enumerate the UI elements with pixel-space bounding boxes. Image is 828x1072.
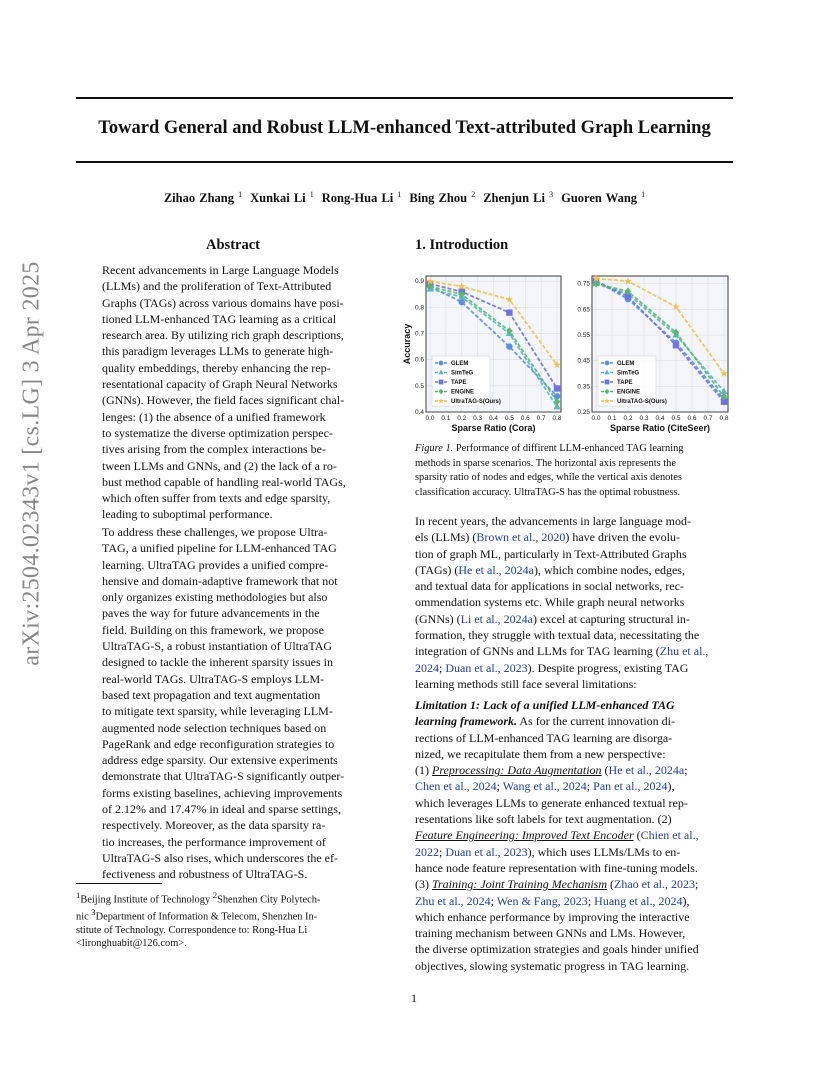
text-line: to systematize the diverse optimization perspec-	[102, 425, 333, 440]
text-line: bust method capable of handling real-world TAGs,	[102, 474, 346, 489]
text-line: UltraTAG-S, a robust instantiation of UltraTAG	[102, 639, 333, 654]
text-line: (3) Training: Joint Training Mechanism (Zhao et al., 2023;	[415, 877, 699, 892]
text-line: els (LLMs) (Brown et al., 2020) have driven the evolu-	[415, 530, 680, 545]
text-line: To address these challenges, we propose Ultra-	[102, 525, 328, 539]
text-line: hensive and domain-adaptive framework that not	[102, 573, 338, 588]
text-line: resentations like soft labels for text augmentation. (2)	[415, 812, 672, 827]
text-line: Recent advancements in Large Language Models	[102, 263, 339, 277]
figure-caption-line: methods in sparse scenarios. The horizontal axis represents the	[415, 457, 676, 469]
figure-caption-label: Figure 1.	[415, 443, 454, 454]
text-line: paves the way for future advancements in the	[102, 606, 320, 621]
text-line: which often suffer from texts and edge sparsity,	[102, 491, 331, 506]
data-point	[506, 343, 512, 349]
citation-link[interactable]: Chien et al.,	[640, 828, 699, 843]
text-line: PageRank and edge reconfiguration strategies to	[102, 736, 335, 751]
text-line: respectively. Moreover, as the data sparsity ra-	[102, 818, 326, 833]
text-line: the diverse optimization strategies and goals hinder unified	[415, 942, 699, 957]
figure-caption-line: Performance of diffirent LLM-enhanced TAG learning	[453, 443, 684, 454]
text-line: to mitigate text sparsity, while leveraging LLM-	[102, 704, 333, 719]
footnote-aff-3: Department of Information & Telecom, Shenzhen In-	[95, 911, 318, 923]
x-tick-label: 0.0	[591, 415, 601, 422]
x-axis-label: Sparse Ratio (CiteSeer)	[609, 423, 711, 433]
x-tick-label: 0.1	[441, 415, 451, 422]
y-tick-label: 0.65	[577, 306, 590, 314]
text-line: forms existing baselines, achieving improvements	[102, 785, 343, 800]
footnote-aff-2: Shenzhen City Polytech-	[217, 894, 321, 906]
text-line: (TAGs) (He et al., 2024a), which combine nodes, edges,	[415, 562, 685, 577]
text-line: Zhu et al., 2024; Wen & Fang, 2023; Huang et al., 2024),	[415, 893, 690, 908]
y-tick-label: 0.7	[414, 330, 424, 338]
citation-link[interactable]: Zhu et al.,	[659, 644, 709, 659]
text-line: tion of graph ML, particularly in Text-Attributed Graphs	[415, 546, 687, 561]
text-line: only organizes existing methodologies but also	[102, 590, 328, 605]
legend-label: SimTeG	[617, 370, 640, 377]
legend-label: GLEM	[617, 361, 635, 367]
emphasis-text: Feature Engineering: Improved Text Encoder	[415, 828, 634, 843]
text-line: lenges: (1) the absence of a unified framework	[102, 409, 326, 424]
title-rule-bottom	[76, 161, 733, 163]
x-tick-label: 0.4	[488, 415, 499, 422]
citation-link[interactable]: He et al., 2024a	[608, 763, 685, 778]
y-tick-label: 0.6	[414, 356, 424, 364]
x-tick-label: 0.2	[457, 415, 467, 422]
x-tick-label: 0.8	[552, 415, 562, 422]
figure-1-caption	[415, 442, 733, 500]
text-line: 2024; Duan et al., 2023). Despite progress, existing TAG	[415, 660, 689, 675]
y-axis-label: Accuracy	[402, 323, 412, 365]
arxiv-identifier: arXiv:2504.02343v1 [cs.LG] 3 Apr 2025	[18, 261, 45, 666]
text-line: formation, they struggle with textual data, necessitating the	[415, 628, 700, 643]
y-tick-label: 0.55	[577, 332, 590, 340]
author: Bing Zhou $^2$	[409, 190, 476, 206]
data-point	[673, 342, 679, 348]
author: Zhenjun Li $^3$	[483, 190, 554, 206]
citation-link[interactable]: Pan et al., 2024	[593, 779, 668, 794]
abstract-heading: Abstract	[206, 237, 260, 253]
bold-heading-text: learning framework.	[415, 714, 518, 729]
x-tick-label: 0.5	[504, 415, 514, 422]
text-line: nized, we recapitulate them from a new perspective:	[415, 746, 666, 761]
text-line: (LLMs) and the proliferation of Text-Attributed	[102, 279, 332, 294]
emphasis-text: Preprocessing: Data Augmentation	[432, 763, 602, 778]
data-point	[506, 309, 512, 315]
text-line: (GNNs) (Li et al., 2024a) excel at capturing structural in-	[415, 611, 690, 626]
y-tick-label: 0.75	[577, 280, 590, 288]
text-line: quality embeddings, thereby enhancing the rep-	[102, 360, 331, 375]
author: Zihao Zhang $^1$	[163, 190, 243, 206]
emphasis-text: Training: Joint Training Mechanism	[432, 877, 608, 892]
legend-marker	[605, 361, 610, 366]
citation-link[interactable]: Chen et al., 2024	[415, 779, 497, 794]
text-line: integration of GNNs and LLMs for TAG learning (Zhu et al.,	[415, 644, 709, 659]
x-tick-label: 0.3	[639, 415, 649, 422]
citation-link[interactable]: Wang et al., 2024	[502, 779, 587, 794]
text-line: (1) Preprocessing: Data Augmentation (He et al., 2024a;	[415, 763, 688, 778]
citation-link[interactable]: Brown et al., 2020	[476, 530, 566, 545]
text-line: training mechanism between GNNs and LMs. However,	[415, 926, 686, 941]
legend-label: SimTeG	[451, 370, 474, 377]
data-point	[554, 385, 560, 391]
footnote-aff-1: Beijing Institute of Technology	[80, 894, 213, 906]
text-line: of 2.12% and 17.47% in ideal and sparse settings,	[102, 802, 341, 817]
text-line: demonstrate that UltraTAG-S significantly outper-	[102, 769, 345, 784]
text-line: real-world TAGs. UltraTAG-S employs LLM-	[102, 671, 325, 686]
citation-link[interactable]: He et al., 2024a	[458, 562, 534, 577]
text-line: ommendation systems etc. While graph neural networks	[415, 595, 685, 610]
text-line: field. Building on this framework, we propose	[102, 622, 324, 637]
legend-marker	[605, 380, 610, 385]
citation-link[interactable]: Wen & Fang, 2023	[496, 893, 588, 908]
intro-paragraph-1	[415, 513, 733, 692]
y-tick-label: 0.35	[577, 383, 590, 391]
footnote-correspondence: stitute of Technology. Correspondence to: Rong-Hua Li	[76, 924, 308, 936]
introduction-heading: 1. Introduction	[415, 237, 509, 253]
x-tick-label: 0.7	[703, 415, 713, 422]
abstract-paragraph-2	[102, 524, 364, 883]
footnote-rule	[76, 883, 162, 884]
page-number: 1	[411, 991, 417, 1005]
citation-link[interactable]: 2022	[415, 844, 439, 859]
citation-link[interactable]: 2024	[415, 660, 439, 675]
footnote-email[interactable]: <lironghuabit@126.com>.	[76, 937, 187, 949]
y-tick-label: 0.4	[414, 409, 424, 416]
text-line: which enhance performance by improving the interactive	[415, 909, 690, 924]
text-line	[415, 697, 733, 713]
citation-link[interactable]: Duan et al., 2023	[445, 844, 528, 859]
legend-label: TAPE	[451, 380, 467, 386]
text-line: this paradigm leverages LLMs to generate high-	[102, 344, 334, 359]
y-tick-label: 0.45	[577, 357, 590, 365]
intro-paragraph-2	[415, 697, 733, 974]
x-tick-label: 0.7	[536, 415, 546, 422]
text-line: research area. By utilizing rich graph descriptions,	[102, 328, 344, 343]
text-line: tio increases, the performance improvement of	[102, 834, 326, 849]
text-line: based text propagation and text augmentation	[102, 687, 321, 702]
text-line: resentational capacity of Graph Neural Networks	[102, 377, 338, 392]
legend-marker	[439, 361, 444, 366]
footnote-aff-2-cont: nic	[76, 911, 92, 923]
legend-label: UltraTAG-S(Ours)	[451, 399, 501, 405]
x-tick-label: 0.8	[719, 415, 729, 422]
citation-link[interactable]: Zhu et al., 2024	[415, 893, 491, 908]
text-line: address edge sparsity. Our extensive experiments	[102, 753, 338, 768]
title-rule-top	[76, 97, 733, 99]
text-line: In recent years, the advancements in large language mod-	[415, 514, 691, 528]
citation-link[interactable]: Huang et al., 2024	[594, 893, 683, 908]
text-line: learning. UltraTAG provides a unified compre-	[102, 557, 329, 572]
legend-label: ENGINE	[617, 389, 641, 396]
x-tick-label: 0.4	[655, 415, 665, 422]
paper-title: Toward General and Robust LLM-enhanced Text-attributed Graph Learning	[98, 118, 711, 138]
text-line: and textual data for applications in social networks, rec-	[415, 579, 684, 594]
text-line: fectiveness and robustness of UltraTAG-S.	[102, 867, 308, 882]
text-line: objectives, slowing systematic progress in TAG learning.	[415, 958, 690, 973]
x-tick-label: 0.0	[425, 415, 435, 422]
author-list	[76, 190, 733, 206]
text-line: tween LLMs and GNNs, and (2) the lack of a ro-	[102, 458, 337, 473]
abstract-paragraph-1	[102, 262, 364, 523]
text-line: rections of LLM-enhanced TAG learning are disorga-	[415, 730, 673, 745]
text-line: Graphs (TAGs) across various domains have posi-	[102, 295, 344, 310]
y-tick-label: 0.5	[414, 382, 424, 390]
text-line: Feature Engineering: Improved Text Encoder (Chien et al.,	[415, 828, 699, 843]
text-line: learning framework. As for the current innovation di-	[415, 714, 675, 729]
legend-label: GLEM	[451, 361, 469, 367]
text-line: which leverages LLMs to generate enhanced textual rep-	[415, 795, 688, 810]
text-line: 2022; Duan et al., 2023), which uses LLMs/LMs to en-	[415, 844, 681, 859]
citation-link[interactable]: Li et al., 2024a	[460, 611, 533, 626]
y-tick-label: 0.25	[577, 409, 590, 416]
text-line: tives arising from the complex interactions be-	[102, 442, 326, 457]
x-tick-label: 0.5	[671, 415, 681, 422]
figure-caption-line: sparsity ratio of nodes and edges, while the vertical axis denotes	[415, 472, 682, 483]
citation-link[interactable]: Duan et al., 2023	[445, 660, 528, 675]
text-line: learning methods still face several limitations:	[415, 676, 637, 691]
legend-label: ENGINE	[451, 389, 475, 396]
data-point	[459, 299, 465, 305]
text-line: augmented node selection techniques based on	[102, 720, 327, 735]
legend-label: UltraTAG-S(Ours)	[617, 399, 667, 405]
legend-label: TAPE	[617, 380, 633, 386]
x-tick-label: 0.1	[607, 415, 617, 422]
footnote: $^1$Beijing Institute of Technology $^2$Shenzhen City Polytech- nic $^3$Department of Information & Telecom, Shenzhen In- stitute of Technology. Correspondence to: Rong-Hua Li <lironghuabit@126.com>.	[76, 889, 394, 950]
citation-link[interactable]: Zhao et al., 2023	[614, 877, 695, 892]
text-line: hance node feature representation with fine-tuning models.	[415, 860, 698, 875]
x-tick-label: 0.6	[520, 415, 530, 422]
author: Guoren Wang $^1$	[561, 190, 646, 206]
figure-1-charts	[398, 268, 738, 440]
x-tick-label: 0.3	[473, 415, 483, 422]
x-tick-label: 0.2	[623, 415, 633, 422]
x-axis-label: Sparse Ratio (Cora)	[451, 423, 536, 433]
text-line: tioned LLM-enhanced TAG learning as a critical	[102, 311, 337, 326]
text-line: (GNNs). However, the field faces significant chal-	[102, 393, 345, 408]
text-line: leading to suboptimal performance.	[102, 507, 273, 522]
text-line: Chen et al., 2024; Wang et al., 2024; Pan et al., 2024),	[415, 779, 675, 794]
text-line: TAG, a unified pipeline for LLM-enhanced TAG	[102, 541, 337, 556]
text-line: designed to tackle the inherent sparsity issues in	[102, 655, 333, 670]
text-line: UltraTAG-S also rises, which underscores the ef-	[102, 850, 338, 865]
y-tick-label: 0.9	[414, 278, 424, 286]
y-tick-label: 0.8	[414, 304, 424, 312]
bold-heading-text: Limitation 1: Lack of a unified LLM-enhanced TAG	[415, 698, 675, 712]
x-tick-label: 0.6	[687, 415, 697, 422]
author: Xunkai Li $^1$	[250, 190, 314, 206]
legend-marker	[439, 380, 444, 385]
author: Rong-Hua Li $^1$	[321, 190, 402, 206]
figure-caption-line: classification accuracy. UltraTAG-S has the optimal robustness.	[415, 486, 681, 498]
